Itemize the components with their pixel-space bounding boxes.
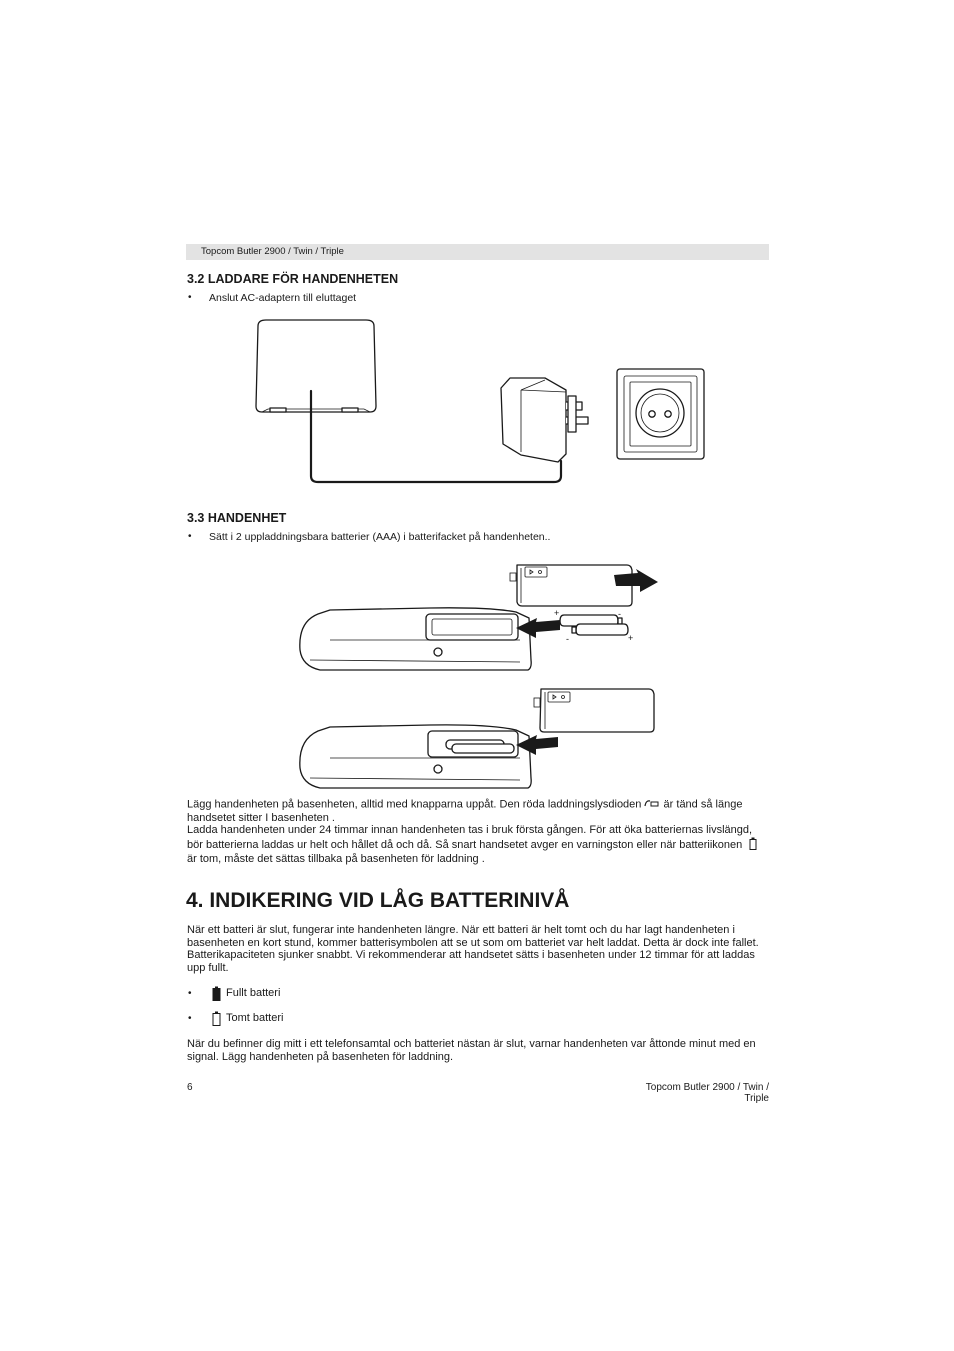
bullet-dot: •	[188, 988, 192, 999]
closing-line: När du befinner dig mitt i ett telefonsamtal och batteriet nästan är slut, varnar handenheten var åttonde minut med en	[187, 1038, 756, 1050]
section-3-3-bullet: Sätt i 2 uppladdningsbara batterier (AAA) i batterifacket på handenheten..	[209, 531, 551, 543]
page-number: 6	[187, 1082, 193, 1093]
section-4-heading: 4. INDIKERING VID LÅG BATTERINIVÅ	[186, 889, 570, 912]
battery-cover-bottom	[534, 689, 654, 732]
charging-led-icon	[644, 798, 660, 812]
section-3-3-heading: 3.3 HANDENHET	[187, 511, 287, 525]
section-4-line: upp fullt.	[187, 961, 229, 974]
section-4-line: När ett batteri är slut, fungerar inte handenheten längre. När ett batteri är helt tomt och du har lagt handenheten i	[187, 924, 735, 936]
bullet-dot: •	[188, 292, 192, 303]
full-battery-icon	[212, 986, 221, 1006]
empty-battery-label: Tomt batteri	[226, 1012, 284, 1024]
battery-minus-sign: -	[618, 609, 621, 619]
section-4-line: basenheten en kort stund, kommer batterisymbolen att se ut som om batteriet var helt laddat. Detta är dock inte fallet.	[187, 936, 759, 949]
charging-paragraph	[187, 798, 777, 866]
handset-bottom	[300, 725, 531, 788]
charging-text-3: Ladda handenheten under 24 timmar innan handenheten tas i bruk första gången. För att öka batteriernas livslängd,	[187, 824, 753, 837]
full-battery-label: Fullt batteri	[226, 987, 281, 999]
battery-minus-sign: -	[566, 634, 569, 644]
section-3-2-bullet: Anslut AC-adaptern till eluttaget	[209, 292, 357, 304]
charging-text-2: handsetet sitter I basenheten .	[187, 811, 335, 824]
section-4-line: Batterikapaciteten sjunker snabbt. Vi rekommenderar att handsetet sätts i basenheten under 12 timmar för att laddas	[187, 949, 755, 962]
battery-cover-top	[510, 565, 632, 606]
empty-battery-icon	[212, 1011, 221, 1031]
bullet-dot: •	[188, 1013, 192, 1024]
section-3-2-heading: 3.2 LADDARE FÖR HANDENHETEN	[187, 272, 399, 286]
footer-title: Topcom Butler 2900 / Twin / Triple	[645, 1082, 769, 1104]
battery-plus-sign: +	[554, 608, 560, 618]
closing-paragraph	[187, 1038, 777, 1063]
charging-text-5: är tom, måste det sättas tillbaka på basenheten för laddning .	[187, 853, 485, 866]
section-4-paragraph	[187, 924, 777, 974]
empty-battery-icon	[749, 837, 757, 854]
bullet-dot: •	[188, 531, 192, 542]
handset-top	[300, 608, 531, 670]
charging-text-1b: är tänd så länge	[663, 798, 743, 811]
charging-text-4: bör batterierna laddas ur helt och hållet då och då. Så snart handsetet avger en varningston eller när batteriikonen	[187, 838, 743, 851]
charging-text-1a: Lägg handenheten på basenheten, alltid med knapparna uppåt. Den röda laddningslysdioden	[187, 798, 642, 811]
header-title: Topcom Butler 2900 / Twin / Triple	[201, 246, 344, 257]
battery-plus-sign: +	[628, 633, 634, 643]
closing-line: signal. Lägg handenheten på basenheten för laddning.	[187, 1050, 454, 1063]
